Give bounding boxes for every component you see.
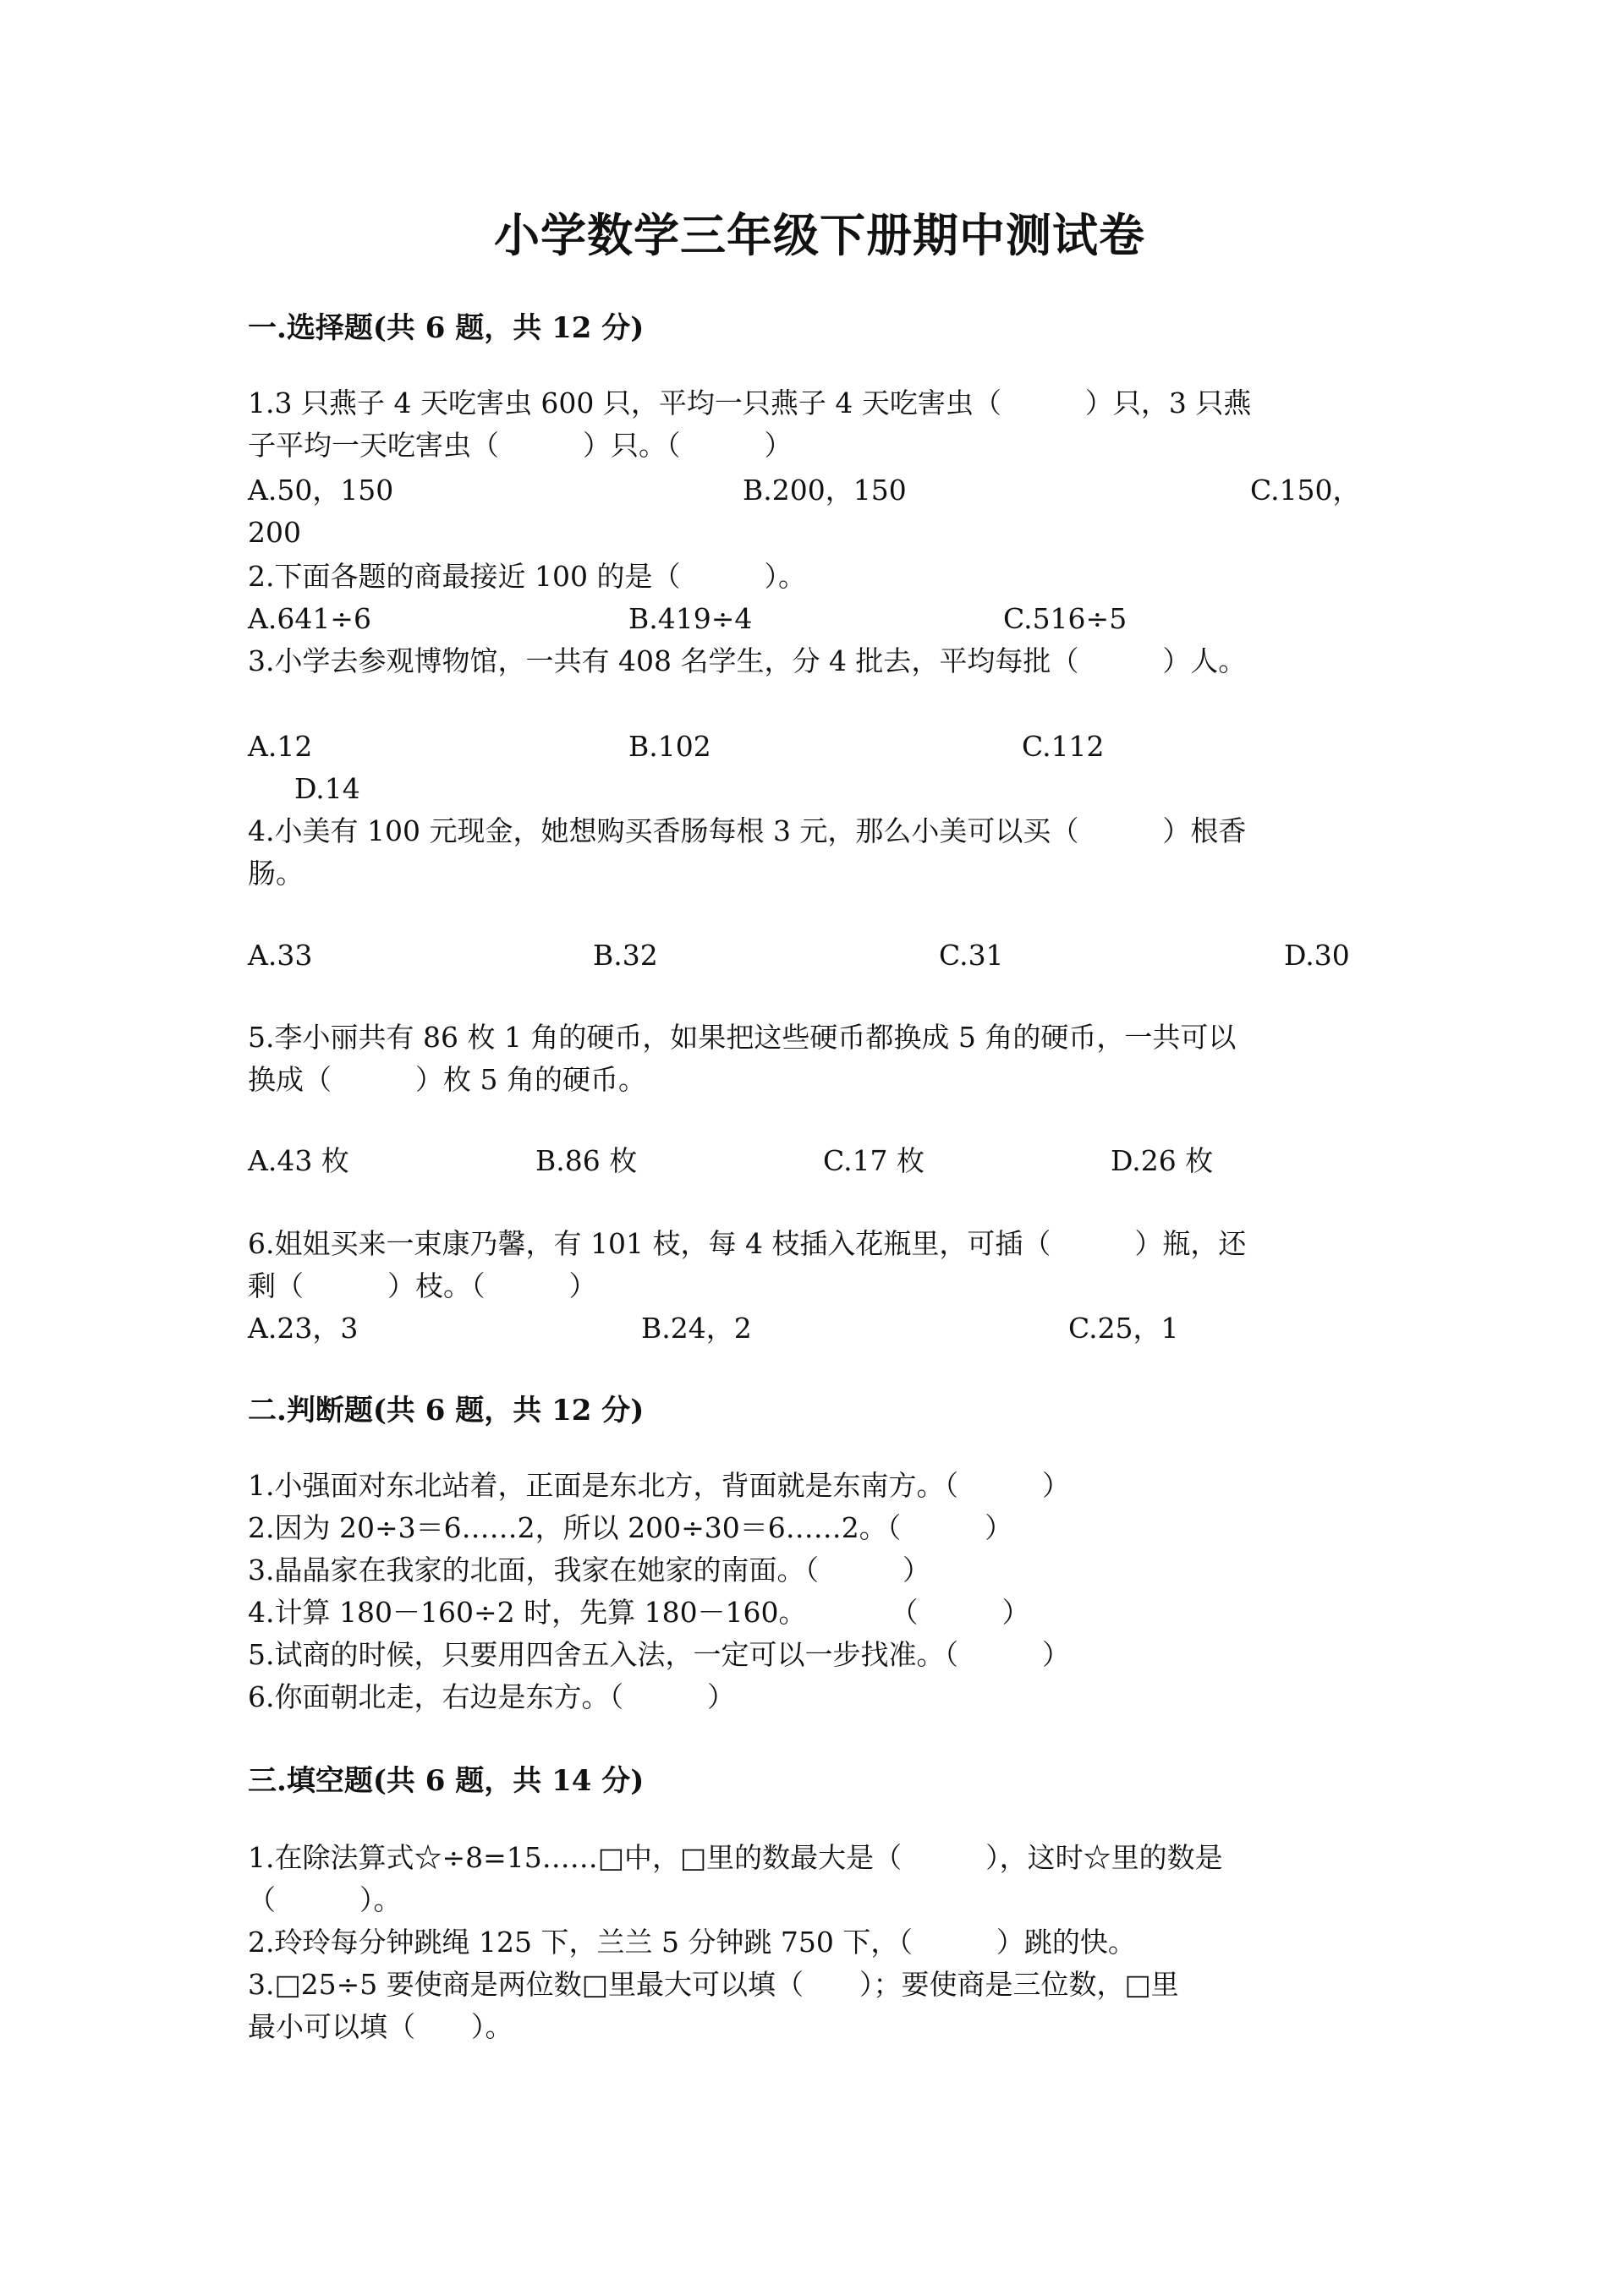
option-c: C.516÷5 <box>1003 602 1127 635</box>
judgment-item: 3.晶晶家在我家的北面，我家在她家的南面。（ ） <box>248 1553 930 1586</box>
question-text: 剩（ ）枝。（ ） <box>248 1269 597 1302</box>
option-b: B.200，150 <box>743 474 907 507</box>
judgment-item: 5.试商的时候，只要用四舍五入法，一定可以一步找准。（ ） <box>248 1638 1070 1671</box>
section-heading-fill: 三.填空题(共 6 题，共 14 分) <box>248 1764 645 1798</box>
judgment-item: 1.小强面对东北站着，正面是东北方，背面就是东南方。（ ） <box>248 1469 1070 1502</box>
section-heading-choice: 一.选择题(共 6 题，共 12 分) <box>248 311 645 345</box>
option-c: C.31 <box>939 939 1004 972</box>
option-a: A.43 枚 <box>248 1144 349 1177</box>
option-b: B.32 <box>593 939 658 972</box>
option-a: A.23，3 <box>248 1312 359 1345</box>
option-c: C.112 <box>1022 730 1105 763</box>
question-text: 1.3 只燕子 4 天吃害虫 600 只，平均一只燕子 4 天吃害虫（ ）只，3 只燕 <box>248 386 1252 419</box>
question-text: 6.姐姐买来一束康乃馨，有 101 枝，每 4 枝插入花瓶里，可插（ ）瓶，还 <box>248 1227 1247 1260</box>
question-text: 4.小美有 100 元现金，她想购买香肠每根 3 元，那么小美可以买（ ）根香 <box>248 814 1247 847</box>
option-c-wrap: 200 <box>248 516 301 549</box>
question-text: 5.李小丽共有 86 枚 1 角的硬币，如果把这些硬币都换成 5 角的硬币，一共可以 <box>248 1021 1237 1054</box>
option-d: D.30 <box>1284 939 1350 972</box>
question-text: 肠。 <box>248 857 304 890</box>
option-c: C.25，1 <box>1068 1312 1179 1345</box>
fill-item: 3.□25÷5 要使商是两位数□里最大可以填（ ）；要使商是三位数，□里 <box>248 1968 1179 2001</box>
option-b: B.86 枚 <box>535 1144 638 1177</box>
fill-item: 最小可以填（ ）。 <box>248 2010 513 2043</box>
option-b: B.24，2 <box>641 1312 752 1345</box>
fill-item: 2.玲玲每分钟跳绳 125 下，兰兰 5 分钟跳 750 下，（ ）跳的快。 <box>248 1926 1136 1959</box>
option-a: A.641÷6 <box>248 602 371 635</box>
fill-item: （ ）。 <box>248 1883 402 1916</box>
option-a: A.33 <box>248 939 313 972</box>
page-title: 小学数学三年级下册期中测试卷 <box>494 208 1145 262</box>
option-d: D.26 枚 <box>1111 1144 1214 1177</box>
option-a: A.50，150 <box>248 474 394 507</box>
option-c: C.150， <box>1250 474 1361 507</box>
judgment-item: 2.因为 20÷3＝6……2，所以 200÷30＝6……2。（ ） <box>248 1511 1013 1544</box>
judgment-item: 4.计算 180－160÷2 时，先算 180－160。 （ ） <box>248 1596 1030 1629</box>
question-text: 子平均一天吃害虫（ ）只。（ ） <box>248 429 793 462</box>
option-d: D.14 <box>294 772 360 805</box>
fill-item: 1.在除法算式☆÷8=15……□中，□里的数最大是（ ），这时☆里的数是 <box>248 1841 1223 1874</box>
option-c: C.17 枚 <box>823 1144 925 1177</box>
question-text: 2.下面各题的商最接近 100 的是（ ）。 <box>248 560 806 593</box>
question-text: 3.小学去参观博物馆，一共有 408 名学生，分 4 批去，平均每批（ ）人。 <box>248 644 1247 677</box>
option-a: A.12 <box>248 730 313 763</box>
option-b: B.419÷4 <box>628 602 753 635</box>
option-b: B.102 <box>628 730 711 763</box>
question-text: 换成（ ）枚 5 角的硬币。 <box>248 1063 646 1096</box>
section-heading-judgment: 二.判断题(共 6 题，共 12 分) <box>248 1394 645 1427</box>
judgment-item: 6.你面朝北走，右边是东方。（ ） <box>248 1680 735 1713</box>
